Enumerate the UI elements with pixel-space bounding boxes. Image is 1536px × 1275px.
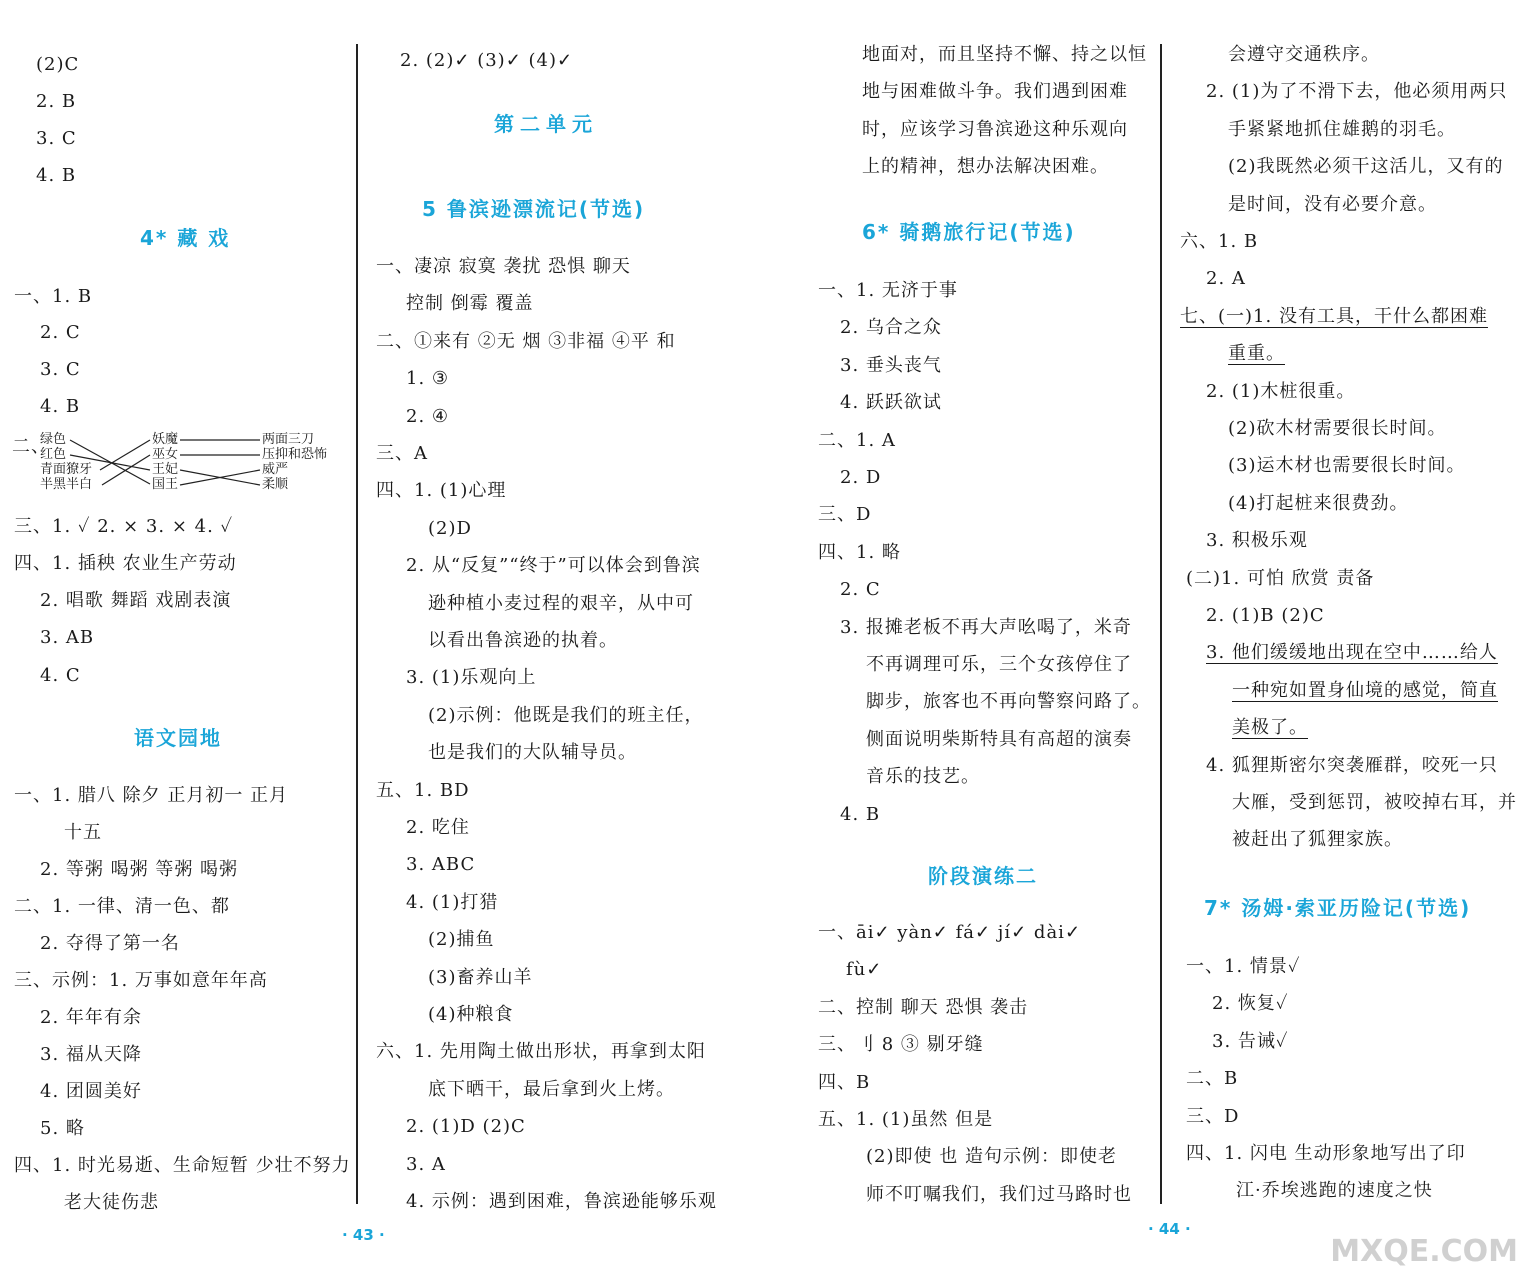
answer-line: 2. (2)✓ (3)✓ (4)✓ bbox=[400, 50, 574, 71]
answer-line: 手紧紧地抓住雄鹅的羽毛。 bbox=[1228, 118, 1456, 140]
answer-line: 4. 示例：遇到困难，鲁滨逊能够乐观 bbox=[406, 1191, 717, 1212]
stage-title: 阶段演练二 bbox=[928, 864, 1038, 888]
answer-line: 2. (1)B (2)C bbox=[1206, 605, 1325, 626]
answer-line: 2. 吃住 bbox=[406, 817, 470, 838]
answer-line: 六、1. B bbox=[1180, 231, 1259, 252]
answer-line: 一种宛如置身仙境的感觉，简直 bbox=[1232, 679, 1498, 701]
match-item: 青面獠牙 bbox=[40, 462, 93, 477]
answer-line: 4. C bbox=[40, 665, 81, 686]
answer-line: 会遵守交通秩序。 bbox=[1228, 44, 1380, 65]
answer-line: 音乐的技艺。 bbox=[866, 766, 980, 788]
answer-line: 4. 团圆美好 bbox=[40, 1081, 142, 1102]
match-item: 两面三刀 bbox=[262, 432, 315, 447]
match-item: 妖魔 bbox=[152, 432, 179, 447]
answer-line: 一、1. B bbox=[14, 286, 93, 307]
column-divider bbox=[1160, 44, 1162, 1204]
answer-line: 四、B bbox=[818, 1071, 871, 1093]
match-item: 王妃 bbox=[152, 462, 179, 477]
match-prefix: 二、 bbox=[12, 436, 50, 457]
answer-line: 地面对，而且坚持不懈、持之以恒 bbox=[862, 44, 1147, 65]
match-item: 半黑半白 bbox=[40, 477, 93, 492]
answer-line: (4)种粮食 bbox=[428, 1004, 514, 1025]
answer-line: 3. AB bbox=[40, 627, 95, 648]
answer-line: 3. 垂头丧气 bbox=[840, 354, 942, 376]
answer-line: 二、控制 聊天 恐惧 袭击 bbox=[818, 996, 1029, 1018]
answer-line: 底下晒干，最后拿到火上烤。 bbox=[428, 1078, 675, 1100]
answer-line: 四、1. (1)心理 bbox=[376, 480, 507, 502]
answer-line: 控制 倒霉 覆盖 bbox=[406, 293, 534, 315]
answer-line: 一、凄凉 寂寞 袭扰 恐惧 聊天 bbox=[376, 256, 631, 277]
answer-line: 不再调理可乐，三个女孩停住了 bbox=[866, 654, 1132, 675]
answer-line: 三、1. ✓ 2. × 3. × 4. ✓ bbox=[14, 516, 234, 537]
answer-line: 六、1. 先用陶土做出形状，再拿到太阳 bbox=[376, 1041, 706, 1063]
answer-line: 二、①来有 ②无 烟 ③非福 ④平 和 bbox=[376, 330, 676, 352]
answer-line: 5. 略 bbox=[40, 1118, 85, 1139]
answer-line: 四、1. 插秧 农业生产劳动 bbox=[14, 553, 237, 574]
answer-line: 3. 告诫✓ bbox=[1212, 1030, 1289, 1052]
answer-line: 逊种植小麦过程的艰辛，从中可 bbox=[428, 592, 694, 614]
matching-diagram bbox=[40, 432, 350, 502]
answer-line: 4. B bbox=[840, 803, 881, 825]
answer-line: 七、(一)1. 没有工具，干什么都困难 bbox=[1180, 305, 1488, 327]
answer-line: 3. A bbox=[406, 1153, 446, 1175]
match-item: 压抑和恐怖 bbox=[262, 447, 328, 462]
match-item: 柔顺 bbox=[262, 477, 289, 492]
match-lines bbox=[40, 432, 350, 502]
page-number: · 43 · bbox=[342, 1226, 385, 1244]
answer-line: 美极了。 bbox=[1232, 717, 1308, 739]
column-divider bbox=[356, 44, 358, 1204]
answer-line: 三、D bbox=[1186, 1105, 1240, 1127]
answer-line: 3. ABC bbox=[406, 854, 476, 876]
answer-line: (二)1. 可怕 欣赏 责备 bbox=[1186, 567, 1375, 589]
answer-line: 是时间，没有必要介意。 bbox=[1228, 193, 1437, 215]
answer-line: 以看出鲁滨逊的执着。 bbox=[428, 630, 618, 651]
answer-line: 二、1. A bbox=[818, 429, 896, 451]
answer-line: 五、1. (1)虽然 但是 bbox=[818, 1109, 994, 1130]
answer-line: 2. 年年有余 bbox=[40, 1007, 142, 1028]
answer-line: 2. 恢复✓ bbox=[1212, 993, 1289, 1015]
answer-line: 2. B bbox=[36, 91, 77, 112]
answer-line: 江·乔埃逃跑的速度之快 bbox=[1236, 1180, 1433, 1202]
answer-line: 一、1. 腊八 除夕 正月初一 正月 bbox=[14, 785, 289, 806]
unit-title: 第二单元 bbox=[494, 112, 598, 136]
answer-line: 四、1. 闪电 生动形象地写出了印 bbox=[1186, 1143, 1466, 1164]
lesson-title: 5 鲁滨逊漂流记(节选) bbox=[422, 197, 646, 221]
answer-line: 4. (1)打猎 bbox=[406, 891, 499, 913]
answer-line: fù✓ bbox=[846, 959, 883, 981]
answer-line: 五、1. BD bbox=[376, 779, 470, 801]
answer-line: 三、A bbox=[376, 443, 428, 464]
match-item: 巫女 bbox=[152, 447, 179, 462]
lesson-title: 6* 骑鹅旅行记(节选) bbox=[862, 220, 1076, 244]
answer-line: 四、1. 略 bbox=[818, 541, 901, 563]
answer-line: 2. A bbox=[1206, 268, 1246, 290]
answer-line: 3. 他们缓缓地出现在空中……给人 bbox=[1206, 642, 1498, 664]
answer-line: 大雁，受到惩罚，被咬掉右耳，并 bbox=[1232, 792, 1517, 813]
answer-line: 2. 唱歌 舞蹈 戏剧表演 bbox=[40, 590, 232, 611]
answer-line: (3)畜养山羊 bbox=[428, 966, 533, 988]
answer-line: 上的精神，想办法解决困难。 bbox=[862, 156, 1109, 178]
answer-line: 3. 积极乐观 bbox=[1206, 530, 1308, 552]
answer-line: 侧面说明柴斯特具有高超的演奏 bbox=[866, 728, 1132, 750]
answer-line: (2)捕鱼 bbox=[428, 929, 495, 951]
answer-line: 四、1. 时光易逝、生命短暂 少壮不努力 bbox=[14, 1155, 351, 1176]
answer-line: 也是我们的大队辅导员。 bbox=[428, 742, 637, 764]
match-item: 威严 bbox=[262, 462, 289, 477]
answer-line: 2. 乌合之众 bbox=[840, 317, 942, 339]
answer-line: 1. ③ bbox=[406, 368, 450, 390]
answer-line: 老大徒伤悲 bbox=[64, 1192, 159, 1213]
answer-line: 3. 报摊老板不再大声吆喝了，米奇 bbox=[840, 616, 1132, 638]
answer-line: 二、B bbox=[1186, 1068, 1239, 1090]
answer-line: 三、D bbox=[818, 504, 872, 526]
match-item: 绿色 bbox=[40, 432, 67, 447]
answer-line: 2. 等粥 喝粥 等粥 喝粥 bbox=[40, 859, 239, 880]
answer-line: 一、1. 情景✓ bbox=[1186, 956, 1301, 977]
answer-line: (2)D bbox=[428, 517, 472, 539]
answer-line: 3. C bbox=[36, 128, 77, 149]
match-item: 红色 bbox=[40, 447, 67, 462]
lesson-title: 7* 汤姆·索亚历险记(节选) bbox=[1204, 896, 1472, 920]
answer-line: 三、示例：1. 万事如意年年高 bbox=[14, 970, 268, 991]
answer-line: 2. 从“反复”“终于”可以体会到鲁滨 bbox=[406, 555, 701, 577]
answer-line: (2)示例：他既是我们的班主任， bbox=[428, 704, 704, 726]
answer-line: 2. 夺得了第一名 bbox=[40, 933, 180, 954]
answer-line: (3)运木材也需要很长时间。 bbox=[1228, 455, 1466, 477]
answer-line: 师不叮嘱我们，我们过马路时也 bbox=[866, 1183, 1132, 1205]
answer-line: 2. (1)为了不滑下去，他必须用两只 bbox=[1206, 81, 1508, 103]
answer-line: 十五 bbox=[64, 822, 102, 843]
answer-line: 地与困难做斗争。我们遇到困难 bbox=[862, 81, 1128, 103]
answer-line: (2)砍木材需要很长时间。 bbox=[1228, 418, 1447, 439]
section-title-zangxi: 4* 藏 戏 bbox=[140, 226, 231, 250]
answer-line: (2)即使 也 造句示例：即使老 bbox=[866, 1146, 1117, 1168]
answer-line: 脚步，旅客也不再向警察问路了。 bbox=[866, 691, 1151, 713]
answer-line: 二、1. 一律、清一色、都 bbox=[14, 896, 230, 917]
answer-line: 三、刂 8 ③ 剔牙缝 bbox=[818, 1034, 984, 1056]
answer-line: 被赶出了狐狸家族。 bbox=[1232, 829, 1403, 851]
watermark: MXQE.COM bbox=[1330, 1234, 1518, 1269]
page-number: · 44 · bbox=[1148, 1220, 1191, 1238]
answer-line: (2)我既然必须干这活儿，又有的 bbox=[1228, 156, 1504, 178]
answer-line: 2. C bbox=[40, 322, 81, 343]
answer-line: (2)C bbox=[36, 54, 80, 75]
answer-line: 2. (1)木桩很重。 bbox=[1206, 380, 1356, 402]
answer-line: 2. (1)D (2)C bbox=[406, 1116, 526, 1138]
answer-line: 重重。 bbox=[1228, 343, 1285, 365]
answer-line: 一、āi✓ yàn✓ fá✓ jí✓ dài✓ bbox=[818, 922, 1082, 943]
answer-line: (4)打起桩来很费劲。 bbox=[1228, 492, 1409, 514]
answer-line: 4. 跃跃欲试 bbox=[840, 392, 942, 414]
section-title-yuandi: 语文园地 bbox=[134, 726, 222, 750]
answer-line: 3. 福从天降 bbox=[40, 1044, 142, 1065]
answer-line: 4. B bbox=[40, 396, 81, 417]
match-item: 国王 bbox=[152, 477, 179, 492]
answer-line: 4. 狐狸斯密尔突袭雁群，咬死一只 bbox=[1206, 754, 1498, 776]
answer-line: 时，应该学习鲁滨逊这种乐观向 bbox=[862, 118, 1128, 140]
answer-line: 3. (1)乐观向上 bbox=[406, 667, 537, 689]
answer-line: 4. B bbox=[36, 165, 77, 186]
answer-line: 2. ④ bbox=[406, 405, 450, 427]
answer-line: 一、1. 无济于事 bbox=[818, 280, 958, 301]
answer-line: 2. C bbox=[840, 579, 881, 601]
answer-line: 3. C bbox=[40, 359, 81, 380]
answer-line: 2. D bbox=[840, 467, 882, 488]
